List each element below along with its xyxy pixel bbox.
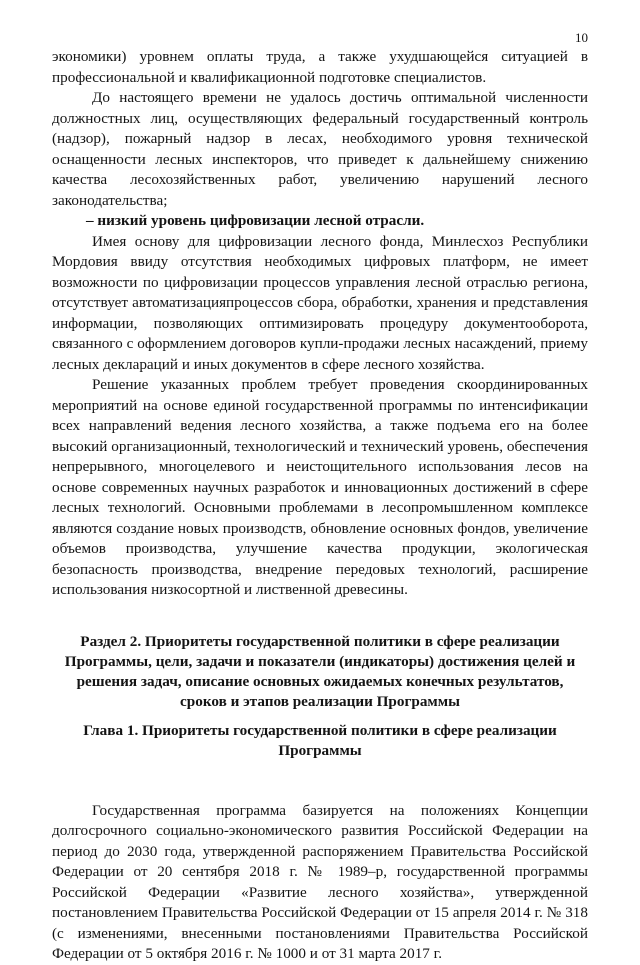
paragraph-digitalization-item: – низкий уровень цифровизации лесной отрасли. bbox=[86, 212, 425, 229]
paragraph-solution: Решение указанных проблем требует проведения скоординированных мероприятий на основе единой государственной программы по интенсификации всех направлений ведения лесного хозяйства, а также подъема его на более высокий организационный, технологический и технический уровень, обеспечения непрерывного, многоцелевого и неистощительного использования лесов на основе современных научных разработок и инновационных достижений в сфере лесных технологий. Основными проблемами в лесопромышленном комплексе являются создание новых производств, обновление основных фондов, увеличение объемов производства, улучшение качества продукции, экологическая безопасность производства, внедрение передовых технологий, расширение использования низкосортной и лиственной древесины. bbox=[52, 376, 588, 598]
paragraph-program-basis: Государственная программа базируется на положениях Концепции долгосрочного социально-экономического развития Российской Федерации на период до 2030 года, утвержденной распоряжением Правительства Российской Федерации от 20 сентября 2018 г. № 1989–р, государственной программы Российской Федерации «Развитие лесного хозяйства», утвержденной постановлением Правительства Российской Федерации от 15 апреля 2014 г. № 318 (с изменениями, внесенными постановлениями Правительства Российской Федерации от 5 октября 2016 г. № 1000 и от 31 марта 2017 г. bbox=[52, 801, 588, 962]
paragraph-digitalization: Имея основу для цифровизации лесного фонда, Минлесхоз Республики Мордовия ввиду отсутствия необходимых цифровых платформ, не имеет возможности по цифровизации процессов управления лесной отраслью региона, отсутствует автоматизацияпроцессов сбора, обработки, хранения и представления информации, позволяющих оптимизировать процедуру документооборота, связанного с оформлением договоров купли-продажи лесных насаждений, приему лесных деклараций и иных документов в сфере лесного хозяйства. bbox=[52, 232, 588, 373]
chapter-heading: Глава 1. Приоритеты государственной политики в сфере реализации Программы bbox=[83, 721, 557, 759]
paragraph-continuation: экономики) уровнем оплаты труда, а также ухудшающейся ситуацией в профессиональной и квалификационной подготовке специалистов. bbox=[52, 48, 588, 86]
document-body bbox=[52, 47, 588, 965]
paragraph-staffing: До настоящего времени не удалось достичь оптимальной численности должностных лиц, осуществляющих федеральный государственный контроль (надзор), пожарный надзор в лесах, необходимого уровня технической оснащенности лесных инспекторов, что приведет к дальнейшему снижению качества лесохозяйственных работ, увеличению нарушений лесного законодательства; bbox=[52, 89, 588, 209]
page-number: 10 bbox=[575, 30, 588, 45]
section-heading: Раздел 2. Приоритеты государственной политики в сфере реализации Программы, цели, задачи и показатели (индикаторы) достижения целей и решения задач, описание основных ожидаемых конечных результатов, сроков и этапов реализации Программы bbox=[64, 632, 576, 710]
